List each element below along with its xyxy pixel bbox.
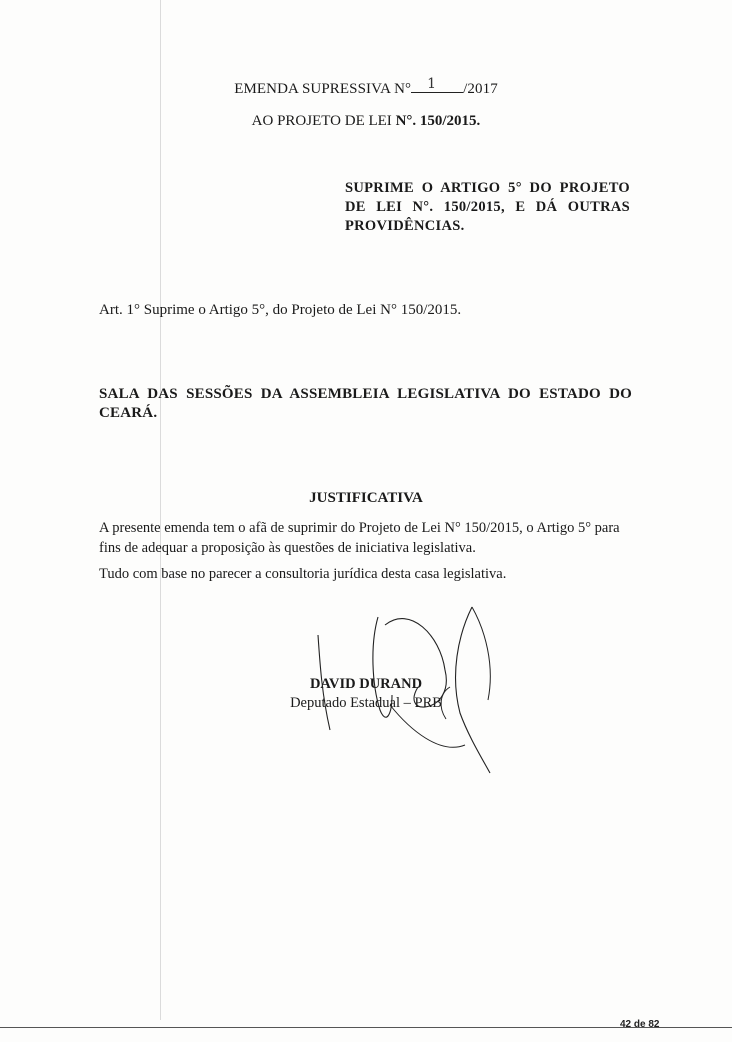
handwritten-signature — [300, 595, 510, 785]
page-counter — [620, 1019, 659, 1030]
scan-margin-line — [160, 0, 161, 1020]
page-total: 82 — [648, 1019, 660, 1030]
title-suffix: /2017 — [463, 81, 498, 97]
justificativa-title: JUSTIFICATIVA — [309, 490, 423, 506]
page-sep: de — [633, 1019, 646, 1030]
ementa: SUPRIME O ARTIGO 5° DO PROJETO DE LEI N°. 150/2015, E DÁ OUTRAS PROVIDÊNCIAS. — [345, 180, 630, 234]
signer-role: Deputado Estadual – PRB — [290, 695, 442, 711]
subtitle-prefix: AO PROJETO DE LEI — [251, 113, 396, 129]
signer-name: DAVID DURAND — [309, 676, 423, 692]
title-prefix: EMENDA SUPRESSIVA N° — [234, 81, 412, 97]
page-current: 42 — [620, 1019, 632, 1030]
subtitle-bold: N°. 150/2015. — [395, 113, 481, 129]
document-title — [0, 78, 732, 98]
handwritten-number: 1 — [427, 76, 437, 92]
sala-das-sessoes: SALA DAS SESSÕES DA ASSEMBLEIA LEGISLATIVA DO ESTADO DO CEARÁ. — [99, 386, 632, 421]
justificativa-paragraph-2: Tudo com base no parecer a consultoria jurídica desta casa legislativa. — [99, 566, 507, 582]
document-subtitle — [0, 113, 732, 130]
number-blank — [411, 78, 463, 93]
article-1: Art. 1° Suprime o Artigo 5°, do Projeto de Lei N° 150/2015. — [99, 302, 462, 318]
justificativa-paragraph-1: A presente emenda tem o afã de suprimir do Projeto de Lei N° 150/2015, o Artigo 5° para fins de adequar a proposição às questões de iniciativa legislativa. — [99, 520, 620, 556]
